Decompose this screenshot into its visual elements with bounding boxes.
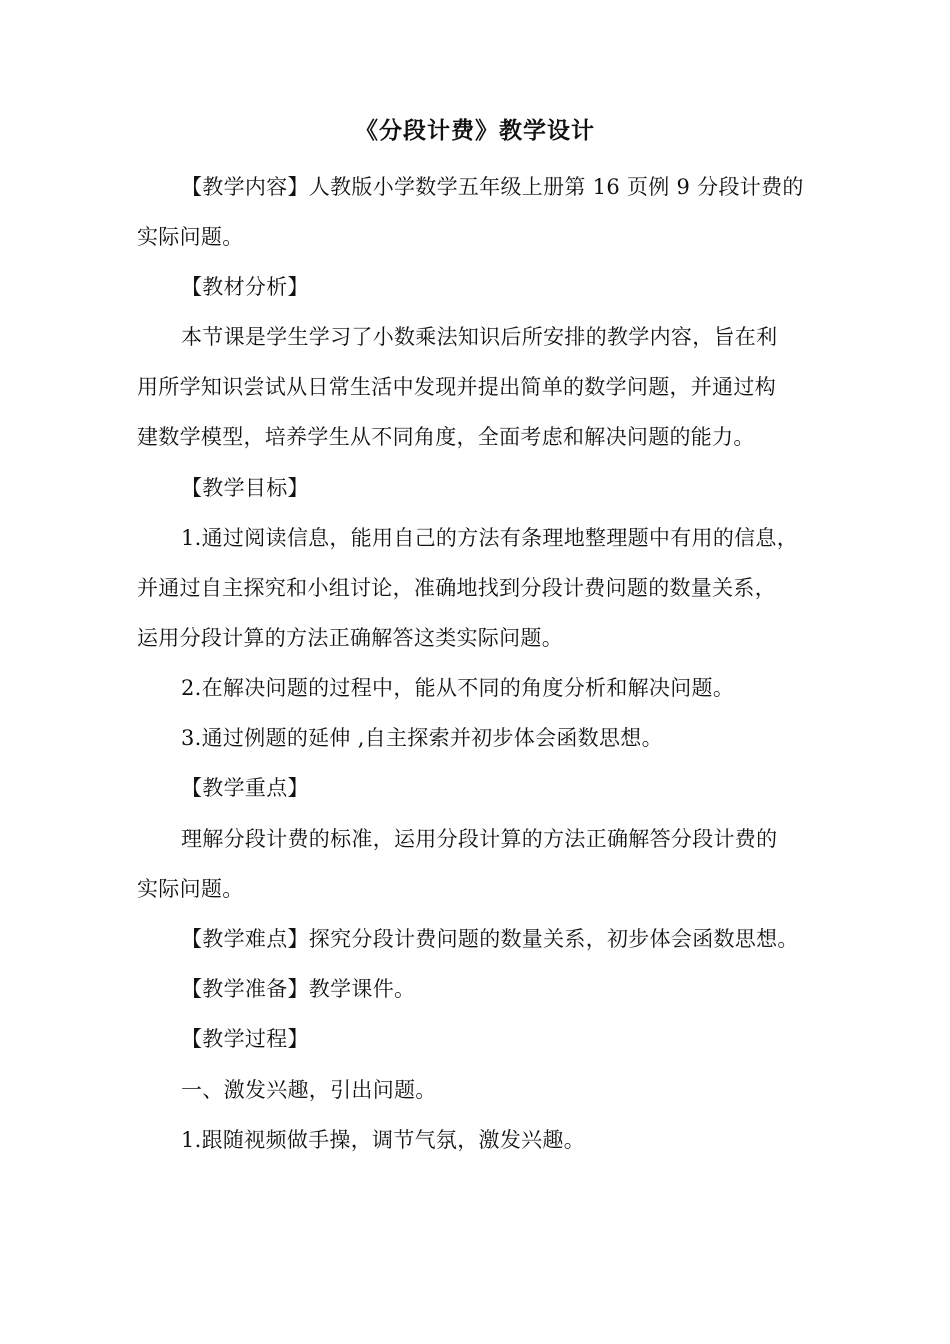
paragraph-line: 2.在解决问题的过程中，能从不同的角度分析和解决问题。: [181, 676, 735, 700]
paragraph-line: 理解分段计费的标准，运用分段计算的方法正确解答分段计费的: [181, 827, 778, 851]
paragraph-line: 建数学模型，培养学生从不同角度，全面考虑和解决问题的能力。: [137, 425, 755, 449]
paragraph-line: 【教学内容】人教版小学数学五年级上册第 16 页例 9 分段计费的: [181, 175, 804, 199]
paragraph-line: 并通过自主探究和小组讨论，准确地找到分段计费问题的数量关系，: [137, 576, 776, 600]
section-heading: 【教材分析】: [181, 275, 309, 299]
paragraph-line: 【教学准备】教学课件。: [181, 977, 416, 1001]
section-heading: 【教学重点】: [181, 776, 309, 800]
paragraph-line: 一、激发兴趣，引出问题。: [181, 1078, 437, 1102]
paragraph-line: 运用分段计算的方法正确解答这类实际问题。: [137, 626, 563, 650]
section-heading: 【教学过程】: [181, 1027, 309, 1051]
paragraph-line: 实际问题。: [137, 225, 244, 249]
paragraph-line: 用所学知识尝试从日常生活中发现并提出简单的数学问题，并通过构: [137, 375, 776, 399]
paragraph-line: 本节课是学生学习了小数乘法知识后所安排的教学内容，旨在利: [181, 325, 778, 349]
document-title: 《分段计费》教学设计: [355, 118, 595, 144]
paragraph-line: 1.通过阅读信息，能用自己的方法有条理地整理题中有用的信息，: [181, 526, 799, 550]
paragraph-line: 实际问题。: [137, 877, 244, 901]
paragraph-line: 【教学难点】探究分段计费问题的数量关系，初步体会函数思想。: [181, 927, 799, 951]
paragraph-line: 3.通过例题的延伸 ,自主探索并初步体会函数思想。: [181, 726, 663, 750]
paragraph-line: 1.跟随视频做手操，调节气氛，激发兴趣。: [181, 1128, 586, 1152]
section-heading: 【教学目标】: [181, 476, 309, 500]
